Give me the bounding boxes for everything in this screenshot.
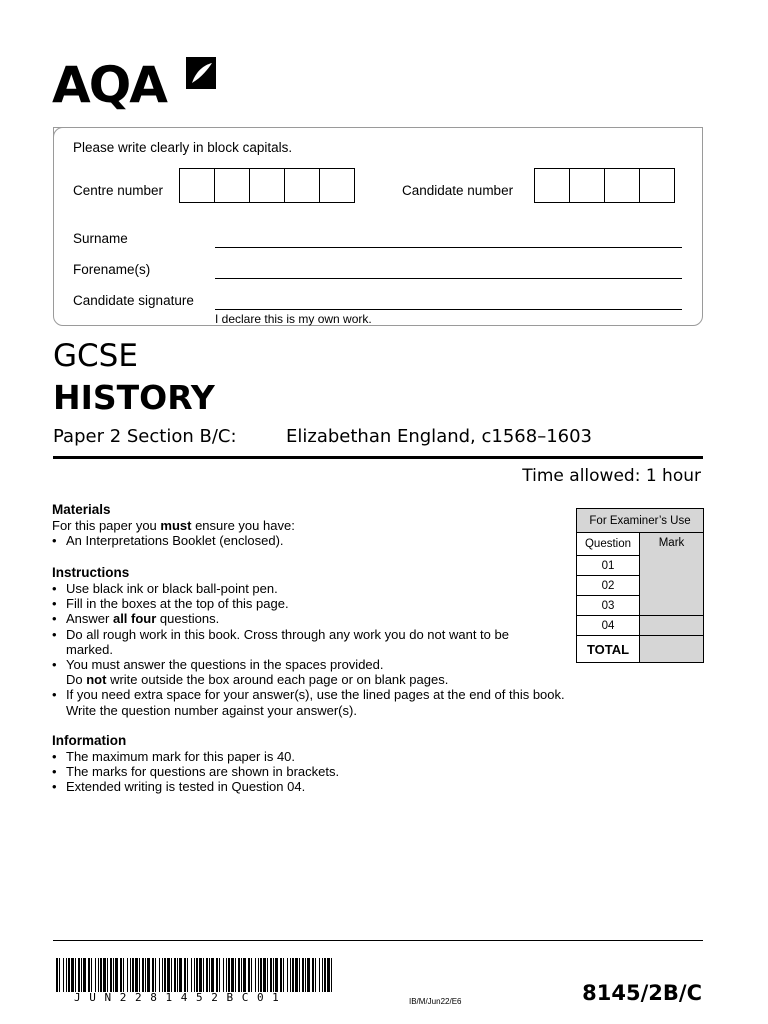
- barcode-bar: [83, 958, 86, 992]
- list-item: • An Interpretations Booklet (enclosed).: [52, 533, 284, 548]
- barcode-bar: [115, 958, 118, 992]
- barcode-bar: [307, 958, 310, 992]
- barcode-bar: [196, 958, 198, 992]
- barcode-bar: [206, 958, 208, 992]
- list-item-continuation: Do not write outside the box around each page or on blank pages.: [66, 672, 449, 688]
- list-item: • Fill in the boxes at the top of this page.: [52, 596, 592, 611]
- barcode-bar: [331, 958, 332, 992]
- document-reference: IB/M/Jun22/E6: [409, 997, 462, 1006]
- list-item-continuation: marked.: [66, 641, 113, 657]
- barcode-bar: [267, 958, 268, 992]
- qualification-title: GCSE: [53, 338, 138, 374]
- barcode-bar: [98, 958, 99, 992]
- centre-number-boxes[interactable]: [179, 168, 355, 203]
- mark-column-header: Mark: [640, 533, 704, 616]
- barcode-bar: [209, 958, 210, 992]
- barcode-bar: [132, 958, 134, 992]
- list-item: • Answer all four questions.: [52, 611, 592, 626]
- barcode-bar: [191, 958, 192, 992]
- barcode-bar: [147, 958, 150, 992]
- barcode-bar: [235, 958, 236, 992]
- barcode-bar: [315, 958, 316, 992]
- barcode-bar: [145, 958, 146, 992]
- barcode-bar: [203, 958, 204, 992]
- barcode-bar: [75, 958, 76, 992]
- barcode-bar: [139, 958, 140, 992]
- barcode-bar: [68, 958, 70, 992]
- list-item: • The marks for questions are shown in brackets.: [52, 764, 339, 779]
- barcode-bar: [100, 958, 102, 992]
- barcode-bar: [226, 958, 227, 992]
- examiner-use-table: [576, 508, 704, 663]
- list-item-continuation: Write the question number against your answer(s).: [66, 702, 357, 718]
- list-item: • You must answer the questions in the spaces provided.: [52, 657, 592, 672]
- barcode-bar: [319, 958, 320, 992]
- information-heading: Information: [52, 733, 127, 748]
- signature-field[interactable]: [215, 309, 682, 310]
- barcode-bar: [159, 958, 160, 992]
- surname-field[interactable]: [215, 247, 682, 248]
- barcode-bar: [152, 958, 154, 992]
- question-number: 01: [577, 556, 640, 576]
- declaration-text: I declare this is my own work.: [215, 312, 372, 326]
- barcode-bar: [184, 958, 186, 992]
- materials-list: [52, 533, 284, 548]
- barcode-bar: [91, 958, 92, 992]
- barcode-bar: [295, 958, 298, 992]
- barcode-bar: [312, 958, 314, 992]
- forename-field[interactable]: [215, 278, 682, 279]
- materials-heading: Materials: [52, 502, 111, 517]
- list-item: • The maximum mark for this paper is 40.: [52, 749, 339, 764]
- barcode-bar: [71, 958, 74, 992]
- barcode-bar: [174, 958, 176, 992]
- paper-code: 8145/2B/C: [582, 981, 702, 1005]
- barcode-bar: [127, 958, 128, 992]
- barcode-bar: [78, 958, 80, 992]
- barcode-bar: [167, 958, 170, 992]
- barcode-bar: [299, 958, 300, 992]
- total-mark-cell: [640, 636, 704, 663]
- barcode-bar: [88, 958, 90, 992]
- barcode-bar: [280, 958, 282, 992]
- barcode-bar: [241, 958, 242, 992]
- barcode-bar: [130, 958, 131, 992]
- list-item: • If you need extra space for your answer(s), use the lined pages at the end of this book.: [52, 687, 592, 702]
- barcode-bar: [258, 958, 259, 992]
- barcode-bar: [95, 958, 96, 992]
- barcode-bar: [273, 958, 274, 992]
- question-number: 02: [577, 576, 640, 596]
- barcode-bar: [231, 958, 234, 992]
- barcode-bar: [260, 958, 262, 992]
- aqa-logo: [52, 55, 222, 114]
- examiner-table-title: For Examiner’s Use: [577, 509, 704, 533]
- barcode-bar: [327, 958, 330, 992]
- block-capitals-instruction: Please write clearly in block capitals.: [73, 140, 293, 155]
- surname-label: Surname: [73, 231, 128, 246]
- paper-title: Paper 2 Section B/C:: [53, 426, 237, 447]
- instructions-list: [52, 581, 592, 718]
- candidate-digit-box[interactable]: [639, 168, 675, 203]
- list-item: • Use black ink or black ball-point pen.: [52, 581, 592, 596]
- barcode-bar: [63, 958, 64, 992]
- barcode-bar: [162, 958, 163, 992]
- question-column-header: Question: [577, 533, 640, 556]
- topic-title: Elizabethan England, c1568–1603: [286, 426, 593, 447]
- information-list: [52, 749, 339, 795]
- barcode-image: [56, 958, 334, 992]
- candidate-digit-box[interactable]: [604, 168, 640, 203]
- barcode-bar: [194, 958, 195, 992]
- barcode-bar: [187, 958, 188, 992]
- logo-text: AQA: [52, 56, 166, 114]
- barcode-bar: [216, 958, 218, 992]
- barcode-bar: [123, 958, 124, 992]
- barcode-bar: [219, 958, 220, 992]
- instructions-heading: Instructions: [52, 565, 130, 580]
- barcode-bar: [142, 958, 144, 992]
- barcode-bar: [135, 958, 138, 992]
- footer-divider: [53, 940, 703, 941]
- subject-title: HISTORY: [53, 378, 215, 417]
- barcode-bar: [248, 958, 250, 992]
- barcode-bar: [322, 958, 323, 992]
- barcode-bar: [177, 958, 178, 992]
- list-item: • Do all rough work in this book. Cross through any work you do not want to be: [52, 627, 592, 642]
- barcode-bar: [270, 958, 272, 992]
- total-label: TOTAL: [577, 636, 640, 663]
- time-allowed: Time allowed: 1 hour: [522, 466, 701, 486]
- candidate-details-box: [53, 127, 703, 326]
- forename-label: Forename(s): [73, 262, 151, 277]
- barcode-bar: [263, 958, 266, 992]
- barcode-bar: [103, 958, 106, 992]
- candidate-number-label: Candidate number: [402, 183, 514, 198]
- logo-mark-icon: [182, 55, 218, 91]
- barcode-bar: [275, 958, 278, 992]
- barcode-bar: [171, 958, 172, 992]
- barcode-bar: [120, 958, 122, 992]
- barcode-bar: [324, 958, 326, 992]
- barcode-bar: [255, 958, 256, 992]
- question-number: 03: [577, 596, 640, 616]
- barcode-bar: [292, 958, 294, 992]
- materials-intro: For this paper you must ensure you have:: [52, 518, 295, 533]
- candidate-digit-box[interactable]: [569, 168, 605, 203]
- barcode-bar: [290, 958, 291, 992]
- title-divider: [53, 456, 703, 459]
- barcode-bar: [81, 958, 82, 992]
- barcode-bar: [164, 958, 166, 992]
- barcode-bar: [228, 958, 230, 992]
- barcode-bar: [251, 958, 252, 992]
- centre-digit-box[interactable]: [179, 168, 215, 203]
- barcode-bar: [66, 958, 67, 992]
- question-number: 04: [577, 616, 640, 636]
- barcode-bar: [211, 958, 214, 992]
- barcode-bar: [59, 958, 60, 992]
- barcode-bar: [243, 958, 246, 992]
- barcode-bar: [302, 958, 304, 992]
- centre-digit-box[interactable]: [249, 168, 285, 203]
- barcode-bar: [56, 958, 58, 992]
- barcode-bar: [223, 958, 224, 992]
- list-item: • Extended writing is tested in Question 04.: [52, 779, 339, 794]
- barcode-bar: [155, 958, 156, 992]
- barcode-bar: [199, 958, 202, 992]
- barcode-bar: [238, 958, 240, 992]
- barcode-text: J U N 2 2 8 1 4 5 2 B C 0 1: [74, 991, 280, 1004]
- barcode-bar: [283, 958, 284, 992]
- centre-number-label: Centre number: [73, 183, 164, 198]
- candidate-number-boxes[interactable]: [534, 168, 675, 203]
- centre-digit-box[interactable]: [319, 168, 355, 203]
- barcode-bar: [110, 958, 112, 992]
- centre-digit-box[interactable]: [284, 168, 320, 203]
- mark-cell: [640, 616, 704, 636]
- barcode-bar: [305, 958, 306, 992]
- barcode-bar: [113, 958, 114, 992]
- barcode-bar: [287, 958, 288, 992]
- barcode-bar: [107, 958, 108, 992]
- signature-label: Candidate signature: [73, 293, 194, 308]
- candidate-digit-box[interactable]: [534, 168, 570, 203]
- barcode-bar: [179, 958, 182, 992]
- centre-digit-box[interactable]: [214, 168, 250, 203]
